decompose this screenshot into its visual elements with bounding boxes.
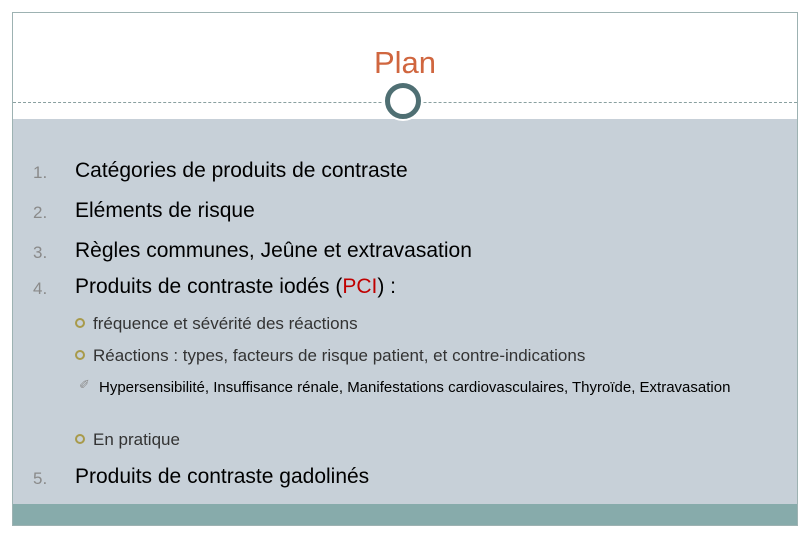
item-number-1: 1. xyxy=(33,163,48,182)
bottom-bar xyxy=(13,504,797,525)
item-3: Règles communes, Jeûne et extravasation xyxy=(75,239,472,262)
circle-bullet-icon xyxy=(75,350,85,360)
subitem-2-text: Réactions : types, facteurs de risque patient, et contre-indications xyxy=(93,346,586,365)
item-1: Catégories de produits de contraste xyxy=(75,159,408,182)
item-number-2: 2. xyxy=(33,203,48,222)
item-2: Eléments de risque xyxy=(75,199,255,222)
subitem-2 xyxy=(75,346,585,366)
subitem-1-text: fréquence et sévérité des réactions xyxy=(93,314,358,333)
pci-highlight: PCI xyxy=(342,275,378,298)
item-number-5: 5. xyxy=(33,469,48,488)
slide xyxy=(12,12,798,526)
item-number-4: 4. xyxy=(33,279,48,298)
subitem-3-text: En pratique xyxy=(93,430,180,449)
item-5: Produits de contraste gadolinés xyxy=(75,465,370,488)
item-4 xyxy=(75,275,396,299)
subsub-item: Hypersensibilité, Insuffisance rénale, Manifestations cardiovasculaires, Thyroïde, Extravasation xyxy=(99,379,731,396)
item-4-suffix: ) : xyxy=(377,275,396,298)
slide-title: Plan xyxy=(373,45,437,80)
content-area xyxy=(13,119,797,504)
item-number-3: 3. xyxy=(33,243,48,262)
pen-bullet-icon: ✐ xyxy=(79,377,90,392)
subitem-3 xyxy=(75,430,180,450)
circle-bullet-icon xyxy=(75,318,85,328)
ring-ornament xyxy=(385,83,421,119)
circle-bullet-icon xyxy=(75,434,85,444)
item-4-text: Produits de contraste iodés ( xyxy=(75,275,343,298)
subitem-1 xyxy=(75,314,358,334)
